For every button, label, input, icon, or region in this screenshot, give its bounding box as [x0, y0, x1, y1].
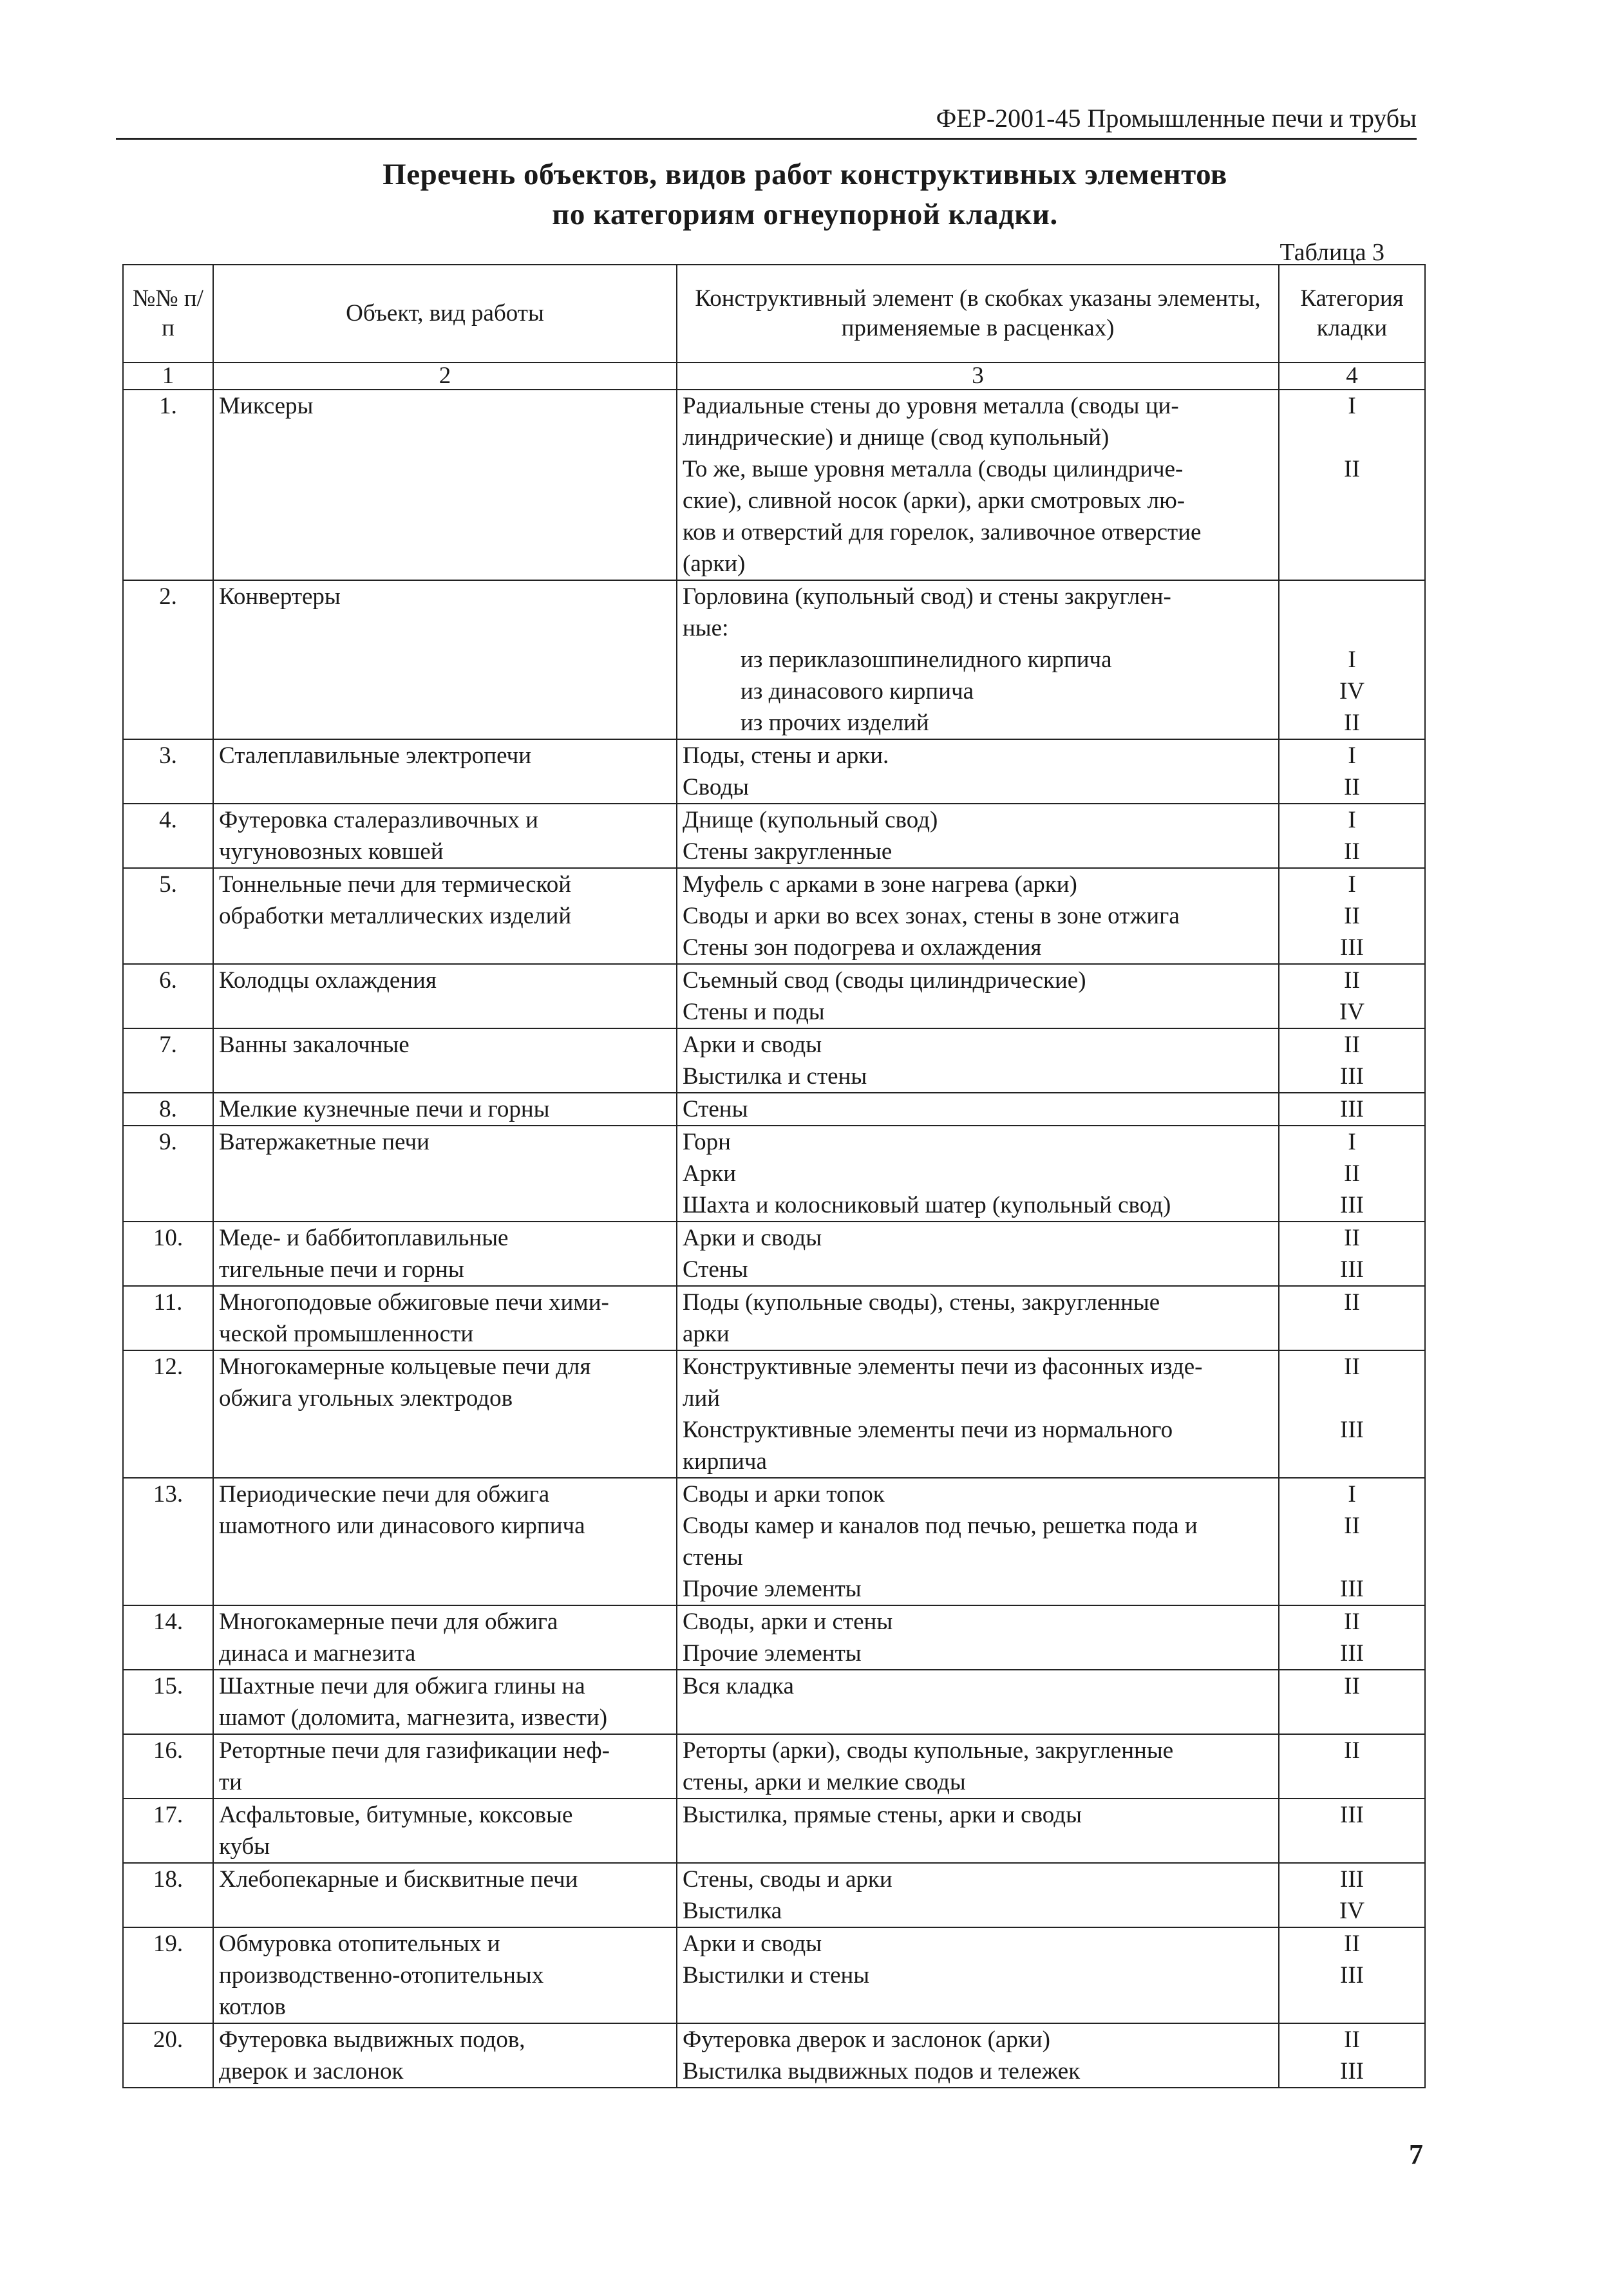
categories-table — [122, 264, 1426, 2088]
object-line: Футеровка выдвижных подов, — [219, 2027, 525, 2053]
category-value: II — [1344, 1931, 1360, 1957]
object-line: Сталеплавильные электропечи — [219, 742, 531, 769]
element-line: арки — [683, 1321, 730, 1347]
element-line: Стены — [683, 1096, 748, 1122]
element-line: То же, выше уровня металла (своды цилиндриче- — [683, 456, 1184, 482]
element-line: Стены — [683, 1256, 748, 1283]
row-number: 17. — [123, 1799, 213, 1863]
category-value — [1285, 581, 1419, 612]
element-line: Прочие элементы — [683, 1640, 862, 1667]
object-line: Конвертеры — [219, 583, 341, 610]
column-index: 4 — [1279, 363, 1425, 390]
category-cell — [1279, 1605, 1425, 1670]
element-line: Шахта и колосниковый шатер (купольный свод) — [683, 1192, 1171, 1218]
table-row — [123, 1126, 1425, 1222]
object-cell — [213, 1028, 677, 1093]
table-row — [123, 739, 1425, 804]
element-line: кирпича — [683, 1448, 767, 1475]
category-value — [1285, 1831, 1419, 1862]
row-number: 15. — [123, 1670, 213, 1734]
row-number: 4. — [123, 804, 213, 868]
element-line: из периклазошпинелидного кирпича — [741, 647, 1112, 673]
element-line: из прочих изделий — [741, 710, 929, 736]
object-cell — [213, 804, 677, 868]
object-cell — [213, 1222, 677, 1286]
element-line: Своды и арки топок — [683, 1481, 885, 1507]
element-line: лий — [683, 1385, 721, 1412]
element-cell — [677, 1286, 1279, 1350]
category-value — [1285, 422, 1419, 453]
category-value: II — [1344, 1609, 1360, 1635]
category-cell — [1279, 390, 1425, 580]
table-row — [123, 1670, 1425, 1734]
category-value: IV — [1339, 678, 1365, 704]
header-num: №№ п/п — [123, 265, 213, 363]
category-value: III — [1340, 934, 1364, 961]
header-category: Категория кладки — [1279, 265, 1425, 363]
category-value: III — [1340, 1096, 1364, 1122]
category-cell — [1279, 739, 1425, 804]
categories-table-wrap — [122, 264, 1424, 2088]
element-line — [683, 1702, 1273, 1734]
category-cell — [1279, 1863, 1425, 1927]
element-line: Выстилка выдвижных подов и тележек — [683, 2058, 1081, 2084]
category-cell — [1279, 1028, 1425, 1093]
element-line: Вся кладка — [683, 1673, 794, 1699]
category-value: III — [1340, 1962, 1364, 1989]
category-value: I — [1348, 807, 1356, 833]
object-line: Многокамерные кольцевые печи для — [219, 1354, 591, 1380]
object-cell — [213, 1863, 677, 1927]
category-cell — [1279, 2023, 1425, 2088]
category-value — [1285, 1318, 1419, 1350]
object-line: чугуновозных ковшей — [219, 838, 444, 865]
category-value: II — [1344, 1737, 1360, 1764]
object-line: Футеровка сталеразливочных и — [219, 807, 538, 833]
category-value: I — [1348, 393, 1356, 419]
column-index-row — [123, 363, 1425, 390]
object-cell — [213, 1799, 677, 1863]
object-cell — [213, 1478, 677, 1605]
element-cell — [677, 1670, 1279, 1734]
category-value — [1285, 1542, 1419, 1573]
category-value: II — [1344, 1032, 1360, 1058]
category-value — [1285, 485, 1419, 516]
row-number: 14. — [123, 1605, 213, 1670]
object-line: Мелкие кузнечные печи и горны — [219, 1096, 550, 1122]
header-element: Конструктивный элемент (в скобках указаны элементы, применяемые в расценках) — [677, 265, 1279, 363]
element-cell — [677, 390, 1279, 580]
category-value: II — [1344, 838, 1360, 865]
element-cell — [677, 804, 1279, 868]
row-number: 9. — [123, 1126, 213, 1222]
element-cell — [677, 2023, 1279, 2088]
table-body — [123, 390, 1425, 2088]
object-line: производственно-отопительных — [219, 1962, 544, 1989]
element-cell — [677, 1093, 1279, 1126]
row-number: 6. — [123, 964, 213, 1028]
category-cell — [1279, 1093, 1425, 1126]
element-cell — [677, 1028, 1279, 1093]
category-cell — [1279, 1222, 1425, 1286]
row-number: 11. — [123, 1286, 213, 1350]
object-line: шамот (доломита, магнезита, извести) — [219, 1705, 608, 1731]
table-row — [123, 1863, 1425, 1927]
document-title — [193, 155, 1417, 234]
element-line: стены — [683, 1544, 743, 1571]
element-line: Конструктивные элементы печи из нормального — [683, 1417, 1173, 1443]
category-value — [1285, 548, 1419, 580]
object-cell — [213, 1126, 677, 1222]
element-line: Горловина (купольный свод) и стены закруглен- — [683, 583, 1171, 610]
object-line: обжига угольных электродов — [219, 1385, 513, 1412]
table-row — [123, 868, 1425, 964]
category-cell — [1279, 580, 1425, 739]
table-row — [123, 804, 1425, 868]
category-cell — [1279, 964, 1425, 1028]
column-index: 2 — [213, 363, 677, 390]
category-value: II — [1344, 774, 1360, 800]
object-cell — [213, 580, 677, 739]
category-value — [1285, 1383, 1419, 1414]
object-line: Многоподовые обжиговые печи хими- — [219, 1289, 609, 1316]
object-cell — [213, 390, 677, 580]
element-line: Радиальные стены до уровня металла (своды ци- — [683, 393, 1179, 419]
element-line: линдрические) и днище (свод купольный) — [683, 424, 1109, 451]
element-line: Арки — [683, 1160, 736, 1187]
category-value: II — [1344, 710, 1360, 736]
title-line-1: Перечень объектов, видов работ конструктивных элементов — [382, 158, 1227, 191]
element-line: ные: — [683, 615, 729, 641]
row-number: 3. — [123, 739, 213, 804]
row-number: 10. — [123, 1222, 213, 1286]
category-value — [1285, 612, 1419, 644]
object-cell — [213, 964, 677, 1028]
category-cell — [1279, 1126, 1425, 1222]
table-row — [123, 1605, 1425, 1670]
element-line: Своды, арки и стены — [683, 1609, 893, 1635]
object-cell — [213, 1286, 677, 1350]
category-value — [1285, 516, 1419, 548]
element-cell — [677, 1478, 1279, 1605]
row-number: 1. — [123, 390, 213, 580]
category-value — [1285, 1702, 1419, 1734]
object-line: Многокамерные печи для обжига — [219, 1609, 558, 1635]
object-line: Меде- и баббитоплавильные — [219, 1225, 509, 1251]
object-line: Тоннельные печи для термической — [219, 871, 572, 898]
table-row — [123, 964, 1425, 1028]
table-row — [123, 1286, 1425, 1350]
object-cell — [213, 739, 677, 804]
element-cell — [677, 1863, 1279, 1927]
table-row — [123, 390, 1425, 580]
element-line: Съемный свод (своды цилиндрические) — [683, 967, 1086, 994]
category-value: II — [1344, 1673, 1360, 1699]
category-cell — [1279, 1286, 1425, 1350]
element-cell — [677, 964, 1279, 1028]
object-line: ческой промышленности — [219, 1321, 474, 1347]
row-number: 7. — [123, 1028, 213, 1093]
object-cell — [213, 1350, 677, 1478]
category-value: II — [1344, 903, 1360, 929]
element-cell — [677, 868, 1279, 964]
element-line: Выстилка — [683, 1898, 782, 1924]
category-value: III — [1340, 1063, 1364, 1090]
object-cell — [213, 1605, 677, 1670]
row-number: 5. — [123, 868, 213, 964]
page-number: 7 — [1409, 2139, 1423, 2170]
category-cell — [1279, 868, 1425, 964]
table-row — [123, 1478, 1425, 1605]
element-line: Поды (купольные своды), стены, закругленные — [683, 1289, 1160, 1316]
category-value: II — [1344, 1513, 1360, 1539]
object-line: Асфальтовые, битумные, коксовые — [219, 1802, 573, 1828]
element-line — [683, 1991, 1273, 2023]
element-line: Горн — [683, 1129, 731, 1155]
category-value — [1285, 1446, 1419, 1477]
row-number: 2. — [123, 580, 213, 739]
object-line: динаса и магнезита — [219, 1640, 416, 1667]
row-number: 19. — [123, 1927, 213, 2023]
category-cell — [1279, 1350, 1425, 1478]
object-cell — [213, 1670, 677, 1734]
table-row — [123, 1028, 1425, 1093]
element-line: Выстилка и стены — [683, 1063, 867, 1090]
element-line: Выстилка, прямые стены, арки и своды — [683, 1802, 1082, 1828]
element-line: Выстилки и стены — [683, 1962, 870, 1989]
element-line: стены, арки и мелкие своды — [683, 1769, 966, 1795]
table-row — [123, 1093, 1425, 1126]
object-line: ти — [219, 1769, 242, 1795]
object-line: Ванны закалочные — [219, 1032, 410, 1058]
element-line: Арки и своды — [683, 1225, 822, 1251]
category-cell — [1279, 804, 1425, 868]
object-line: Ватержакетные печи — [219, 1129, 430, 1155]
element-cell — [677, 1605, 1279, 1670]
category-value: II — [1344, 1160, 1360, 1187]
row-number: 8. — [123, 1093, 213, 1126]
category-value: III — [1340, 1866, 1364, 1893]
element-line: Днище (купольный свод) — [683, 807, 938, 833]
category-value: I — [1348, 871, 1356, 898]
category-value: IV — [1339, 1898, 1365, 1924]
element-line: Конструктивные элементы печи из фасонных изде- — [683, 1354, 1203, 1380]
object-line: Ретортные печи для газификации неф- — [219, 1737, 610, 1764]
category-value — [1285, 1991, 1419, 2023]
element-line: Своды камер и каналов под печью, решетка пода и — [683, 1513, 1198, 1539]
category-value: III — [1340, 1802, 1364, 1828]
element-line: ские), сливной носок (арки), арки смотровых лю- — [683, 487, 1185, 514]
object-cell — [213, 868, 677, 964]
object-line: котлов — [219, 1994, 286, 2020]
category-value: II — [1344, 1289, 1360, 1316]
object-line: кубы — [219, 1833, 270, 1860]
header-row — [123, 265, 1425, 363]
element-line: Своды — [683, 774, 750, 800]
object-line: тигельные печи и горны — [219, 1256, 464, 1283]
element-cell — [677, 1126, 1279, 1222]
row-number: 13. — [123, 1478, 213, 1605]
element-cell — [677, 739, 1279, 804]
element-line — [683, 1831, 1273, 1862]
table-row — [123, 1799, 1425, 1863]
category-value: III — [1340, 1417, 1364, 1443]
title-line-2: по категориям огнеупорной кладки. — [552, 198, 1058, 231]
category-value: II — [1344, 967, 1360, 994]
row-number: 18. — [123, 1863, 213, 1927]
element-line: Муфель с арками в зоне нагрева (арки) — [683, 871, 1077, 898]
category-value: II — [1344, 1225, 1360, 1251]
category-value — [1285, 1766, 1419, 1798]
category-value: III — [1340, 1192, 1364, 1218]
running-head: ФЕР-2001-45 Промышленные печи и трубы — [116, 103, 1417, 140]
category-value: I — [1348, 742, 1356, 769]
object-line: Шахтные печи для обжига глины на — [219, 1673, 585, 1699]
element-cell — [677, 580, 1279, 739]
element-cell — [677, 1350, 1279, 1478]
category-value: II — [1344, 456, 1360, 482]
table-row — [123, 580, 1425, 739]
category-cell — [1279, 1927, 1425, 2023]
element-line: Реторты (арки), своды купольные, закругленные — [683, 1737, 1174, 1764]
object-line: шамотного или динасового кирпича — [219, 1513, 585, 1539]
object-line: Хлебопекарные и бисквитные печи — [219, 1866, 578, 1893]
category-value: III — [1340, 1576, 1364, 1602]
object-line: обработки металлических изделий — [219, 903, 572, 929]
element-line: Арки и своды — [683, 1931, 822, 1957]
object-cell — [213, 1734, 677, 1799]
element-line: Футеровка дверок и заслонок (арки) — [683, 2027, 1050, 2053]
object-cell — [213, 2023, 677, 2088]
row-number: 16. — [123, 1734, 213, 1799]
table-row — [123, 1927, 1425, 2023]
table-caption: Таблица 3 — [1279, 239, 1384, 266]
element-line: ков и отверстий для горелок, заливочное отверстие — [683, 519, 1202, 545]
object-line: Периодические печи для обжига — [219, 1481, 550, 1507]
category-value: I — [1348, 1481, 1356, 1507]
element-line: (арки) — [683, 551, 746, 577]
element-line: Арки и своды — [683, 1032, 822, 1058]
category-value: IV — [1339, 999, 1365, 1025]
object-line: дверок и заслонок — [219, 2058, 404, 2084]
category-value: I — [1348, 647, 1356, 673]
category-value: III — [1340, 1640, 1364, 1667]
table-row — [123, 2023, 1425, 2088]
element-line: Прочие элементы — [683, 1576, 862, 1602]
element-cell — [677, 1222, 1279, 1286]
table-row — [123, 1222, 1425, 1286]
category-value: II — [1344, 1354, 1360, 1380]
category-cell — [1279, 1670, 1425, 1734]
object-line: Колодцы охлаждения — [219, 967, 437, 994]
object-cell — [213, 1927, 677, 2023]
category-value: III — [1340, 2058, 1364, 2084]
element-line: Стены и поды — [683, 999, 825, 1025]
category-cell — [1279, 1478, 1425, 1605]
object-line: Обмуровка отопительных и — [219, 1931, 500, 1957]
category-cell — [1279, 1799, 1425, 1863]
row-number: 12. — [123, 1350, 213, 1478]
column-index: 1 — [123, 363, 213, 390]
element-line: из динасового кирпича — [741, 678, 974, 704]
element-line: Поды, стены и арки. — [683, 742, 889, 769]
element-cell — [677, 1927, 1279, 2023]
element-line: Стены закругленные — [683, 838, 892, 865]
category-cell — [1279, 1734, 1425, 1799]
category-value: III — [1340, 1256, 1364, 1283]
column-index: 3 — [677, 363, 1279, 390]
category-value: I — [1348, 1129, 1356, 1155]
object-cell — [213, 1093, 677, 1126]
element-line: Стены, своды и арки — [683, 1866, 892, 1893]
table-row — [123, 1734, 1425, 1799]
element-line: Своды и арки во всех зонах, стены в зоне отжига — [683, 903, 1180, 929]
object-line: Миксеры — [219, 393, 314, 419]
element-line: Стены зон подогрева и охлаждения — [683, 934, 1042, 961]
category-value: II — [1344, 2027, 1360, 2053]
element-cell — [677, 1734, 1279, 1799]
table-row — [123, 1350, 1425, 1478]
element-cell — [677, 1799, 1279, 1863]
header-object: Объект, вид работы — [213, 265, 677, 363]
row-number: 20. — [123, 2023, 213, 2088]
